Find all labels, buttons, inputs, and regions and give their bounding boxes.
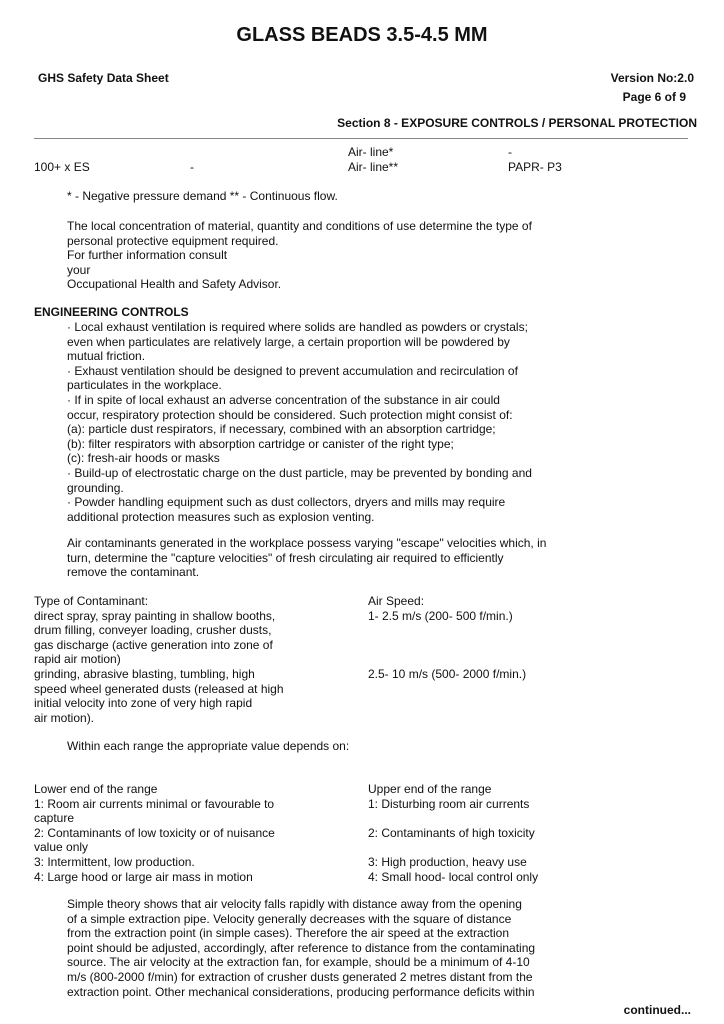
table-cell: direct spray, spray painting in shallow booths, bbox=[34, 608, 276, 623]
table-cell bbox=[368, 840, 538, 855]
paragraph-line: For further information consult bbox=[67, 248, 228, 263]
paragraph-line: extraction point. Other mechanical considerations, producing performance deficits within bbox=[67, 984, 535, 999]
table-cell: initial velocity into zone of very high rapid bbox=[34, 696, 253, 711]
section-heading: Section 8 - EXPOSURE CONTROLS / PERSONAL PROTECTION bbox=[337, 116, 697, 130]
paragraph-line: (b): filter respirators with absorption cartridge or canister of the right type; bbox=[67, 436, 454, 451]
table-cell: 2: Contaminants of high toxicity bbox=[368, 825, 535, 840]
paragraph-line: remove the contaminant. bbox=[67, 565, 200, 580]
table-cell: Type of Contaminant: bbox=[34, 594, 149, 608]
paragraph-line: Simple theory shows that air velocity falls rapidly with distance away from the opening bbox=[67, 897, 522, 911]
table-cell: 2: Contaminants of low toxicity or of nuisance bbox=[34, 825, 275, 840]
table-cell: air motion). bbox=[34, 710, 95, 725]
engineering-controls-heading: ENGINEERING CONTROLS bbox=[34, 305, 189, 319]
table-cell: capture bbox=[34, 811, 75, 826]
paragraph-line: from the extraction point (in simple cases). Therefore the air speed at the extraction bbox=[67, 926, 509, 941]
table-cell: drum filling, conveyer loading, crusher dusts, bbox=[34, 623, 272, 638]
doc-type: GHS Safety Data Sheet bbox=[38, 71, 169, 85]
respirator-note: * - Negative pressure demand ** - Continuous flow. bbox=[67, 189, 338, 203]
table-cell: 4: Small hood- local control only bbox=[368, 869, 539, 884]
table-cell: 2.5- 10 m/s (500- 2000 f/min.) bbox=[368, 666, 527, 681]
paragraph-line: additional protection measures such as explosion venting. bbox=[67, 509, 375, 524]
paragraph-line: Occupational Health and Safety Advisor. bbox=[67, 277, 282, 292]
paragraph-line: m/s (800-2000 f/min) for extraction of crusher dusts generated 2 metres distant from the bbox=[67, 969, 533, 984]
paragraph-line: your bbox=[67, 262, 91, 277]
paragraph-line: point should be adjusted, accordingly, after reference to distance from the contaminating bbox=[67, 940, 536, 955]
table-cell: 1: Disturbing room air currents bbox=[368, 796, 530, 811]
table-cell: gas discharge (active generation into zone of bbox=[34, 637, 273, 652]
paragraph-line: turn, determine the "capture velocities" of fresh circulating air required to efficiently bbox=[67, 550, 504, 565]
air-contaminants-paragraph bbox=[67, 536, 546, 580]
paragraph-line: occur, respiratory protection should be considered. Such protection might consist of: bbox=[67, 407, 513, 422]
simple-theory-paragraph bbox=[67, 897, 535, 999]
table-cell: 3: High production, heavy use bbox=[368, 854, 527, 869]
table-cell: Air Speed: bbox=[368, 594, 425, 608]
local-concentration-paragraph bbox=[67, 219, 532, 292]
resp-cell: Air- line* bbox=[348, 145, 394, 159]
continued-footer: continued... bbox=[623, 1003, 691, 1017]
version-label: Version No:2.0 bbox=[610, 71, 694, 85]
table-cell: Upper end of the range bbox=[368, 782, 492, 796]
paragraph-line: · Powder handling equipment such as dust collectors, dryers and mills may require bbox=[67, 495, 506, 510]
paragraph-line: mutual friction. bbox=[67, 349, 146, 364]
table-cell: grinding, abrasive blasting, tumbling, high bbox=[34, 666, 255, 681]
paragraph-line: · If in spite of local exhaust an adverse concentration of the substance in air could bbox=[67, 392, 500, 407]
page-number: Page 6 of 9 bbox=[622, 90, 686, 104]
air-speed-column bbox=[368, 594, 526, 682]
paragraph-line: · Build-up of electrostatic charge on the dust particle, may be prevented by bonding and bbox=[67, 465, 532, 480]
table-cell: speed wheel generated dusts (released at high bbox=[34, 681, 284, 696]
paragraph-line: even when particulates are relatively large, a certain proportion will be powdered by bbox=[67, 334, 510, 349]
resp-cell: - bbox=[190, 160, 194, 174]
paragraph-line: of a simple extraction pipe. Velocity generally decreases with the square of distance bbox=[67, 911, 512, 926]
paragraph-line: source. The air velocity at the extraction fan, for example, should be a minimum of 4-10 bbox=[67, 955, 530, 970]
header-divider bbox=[34, 138, 688, 139]
paragraph-line: Air contaminants generated in the workplace possess varying "escape" velocities which, in bbox=[67, 536, 547, 550]
table-cell bbox=[368, 811, 538, 826]
table-cell: 1- 2.5 m/s (200- 500 f/min.) bbox=[368, 608, 513, 623]
paragraph-line: (a): particle dust respirators, if necessary, combined with an absorption cartridge; bbox=[67, 422, 496, 437]
table-cell: 1: Room air currents minimal or favourable to bbox=[34, 796, 275, 811]
resp-cell: 100+ x ES bbox=[34, 160, 90, 174]
table-cell: value only bbox=[34, 840, 89, 855]
table-cell: 4: Large hood or large air mass in motion bbox=[34, 869, 253, 884]
engineering-controls-list bbox=[67, 320, 532, 524]
paragraph-line: · Local exhaust ventilation is required where solids are handled as powders or crystals; bbox=[67, 320, 528, 334]
resp-cell: Air- line** bbox=[348, 160, 399, 174]
paragraph-line: personal protective equipment required. bbox=[67, 233, 279, 248]
table-cell bbox=[368, 652, 526, 667]
resp-cell: PAPR- P3 bbox=[508, 160, 562, 174]
resp-cell: - bbox=[508, 145, 512, 159]
paragraph-line: (c): fresh-air hoods or masks bbox=[67, 451, 220, 466]
contaminant-type-column bbox=[34, 594, 284, 725]
upper-range-column bbox=[368, 782, 538, 884]
table-cell bbox=[368, 638, 526, 653]
table-cell: rapid air motion) bbox=[34, 652, 121, 667]
table-cell: Lower end of the range bbox=[34, 782, 158, 796]
paragraph-line: The local concentration of material, quantity and conditions of use determine the type of bbox=[67, 219, 532, 233]
table-cell: 3: Intermittent, low production. bbox=[34, 854, 195, 869]
within-range-note: Within each range the appropriate value depends on: bbox=[67, 739, 350, 753]
lower-range-column bbox=[34, 782, 275, 884]
document-title: GLASS BEADS 3.5-4.5 MM bbox=[236, 24, 488, 46]
paragraph-line: particulates in the workplace. bbox=[67, 378, 222, 393]
paragraph-line: · Exhaust ventilation should be designed to prevent accumulation and recirculation of bbox=[67, 363, 518, 378]
paragraph-line: grounding. bbox=[67, 480, 124, 495]
table-cell bbox=[368, 623, 526, 638]
